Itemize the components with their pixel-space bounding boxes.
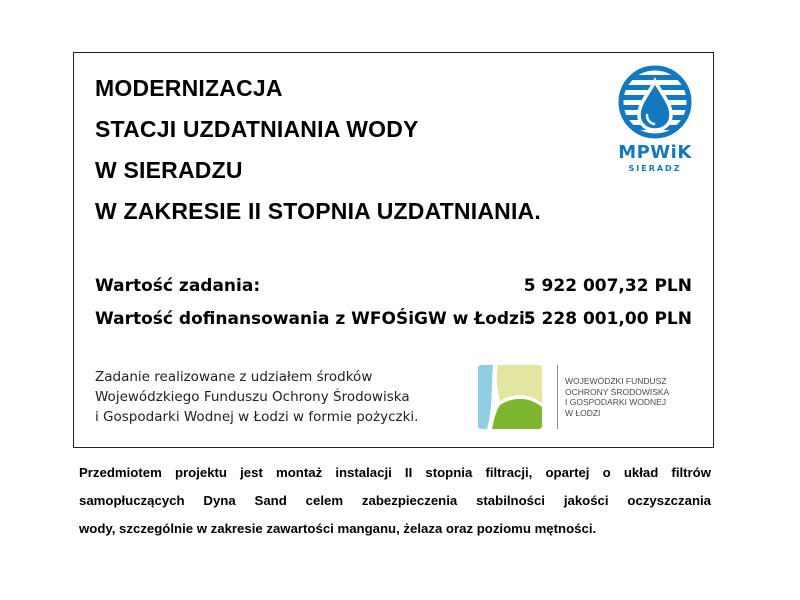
mpwik-logo [610, 65, 700, 177]
wfosigw-logo-text-line: OCHRONY ŚRODOWISKA [565, 386, 670, 397]
title-line: MODERNIZACJA [95, 75, 283, 101]
wfosigw-logo-text-line: WOJEWÓDZKI FUNDUSZ [565, 376, 667, 386]
wfosigw-logo-text [565, 376, 669, 418]
title-line: STACJI UZDATNIANIA WODY [95, 116, 419, 142]
mpwik-logo-subtitle: SIERADZ [628, 164, 682, 173]
co-financing-amount: 5 228 001,00 PLN [523, 309, 692, 329]
wfosigw-logo-text-line: W ŁODZI [565, 407, 601, 418]
task-value-label: Wartość zadania: [95, 276, 261, 296]
project-board [73, 52, 714, 448]
wfosigw-logo-icon [476, 363, 544, 431]
description-line: wody, szczególnie w zakresie zawartości manganu, żelaza oraz poziomu mętności. [79, 521, 597, 536]
task-value-amount: 5 922 007,32 PLN [523, 276, 692, 296]
co-financing-row [95, 309, 692, 335]
water-drop-globe-icon [610, 65, 700, 143]
logo-divider [557, 365, 558, 429]
wfosigw-logo [474, 362, 699, 432]
funding-note [95, 367, 418, 427]
description-line: Przedmiotem projektu jest montaż instalacji II stopnia filtracji, opartej o układ filtrów [79, 465, 711, 480]
task-value-row [95, 276, 692, 302]
co-financing-label: Wartość dofinansowania z WFOŚiGW w Łodzi: [95, 309, 532, 329]
description-line: samopłuczących Dyna Sand celem zabezpieczenia stabilności jakości oczyszczania [79, 493, 711, 508]
wfosigw-logo-text-line: I GOSPODARKI WODNEJ [565, 397, 667, 407]
title-line: W SIERADZU [95, 157, 243, 183]
project-title [95, 68, 541, 232]
funding-note-line: Zadanie realizowane z udziałem środków [95, 369, 373, 385]
project-description [79, 459, 711, 543]
title-line: W ZAKRESIE II STOPNIA UZDATNIANIA. [95, 198, 541, 224]
funding-note-line: i Gospodarki Wodnej w Łodzi w formie pożyczki. [95, 409, 419, 425]
mpwik-logo-name: MPWiK [618, 142, 692, 163]
funding-note-line: Wojewódzkiego Funduszu Ochrony Środowiska [95, 389, 410, 405]
